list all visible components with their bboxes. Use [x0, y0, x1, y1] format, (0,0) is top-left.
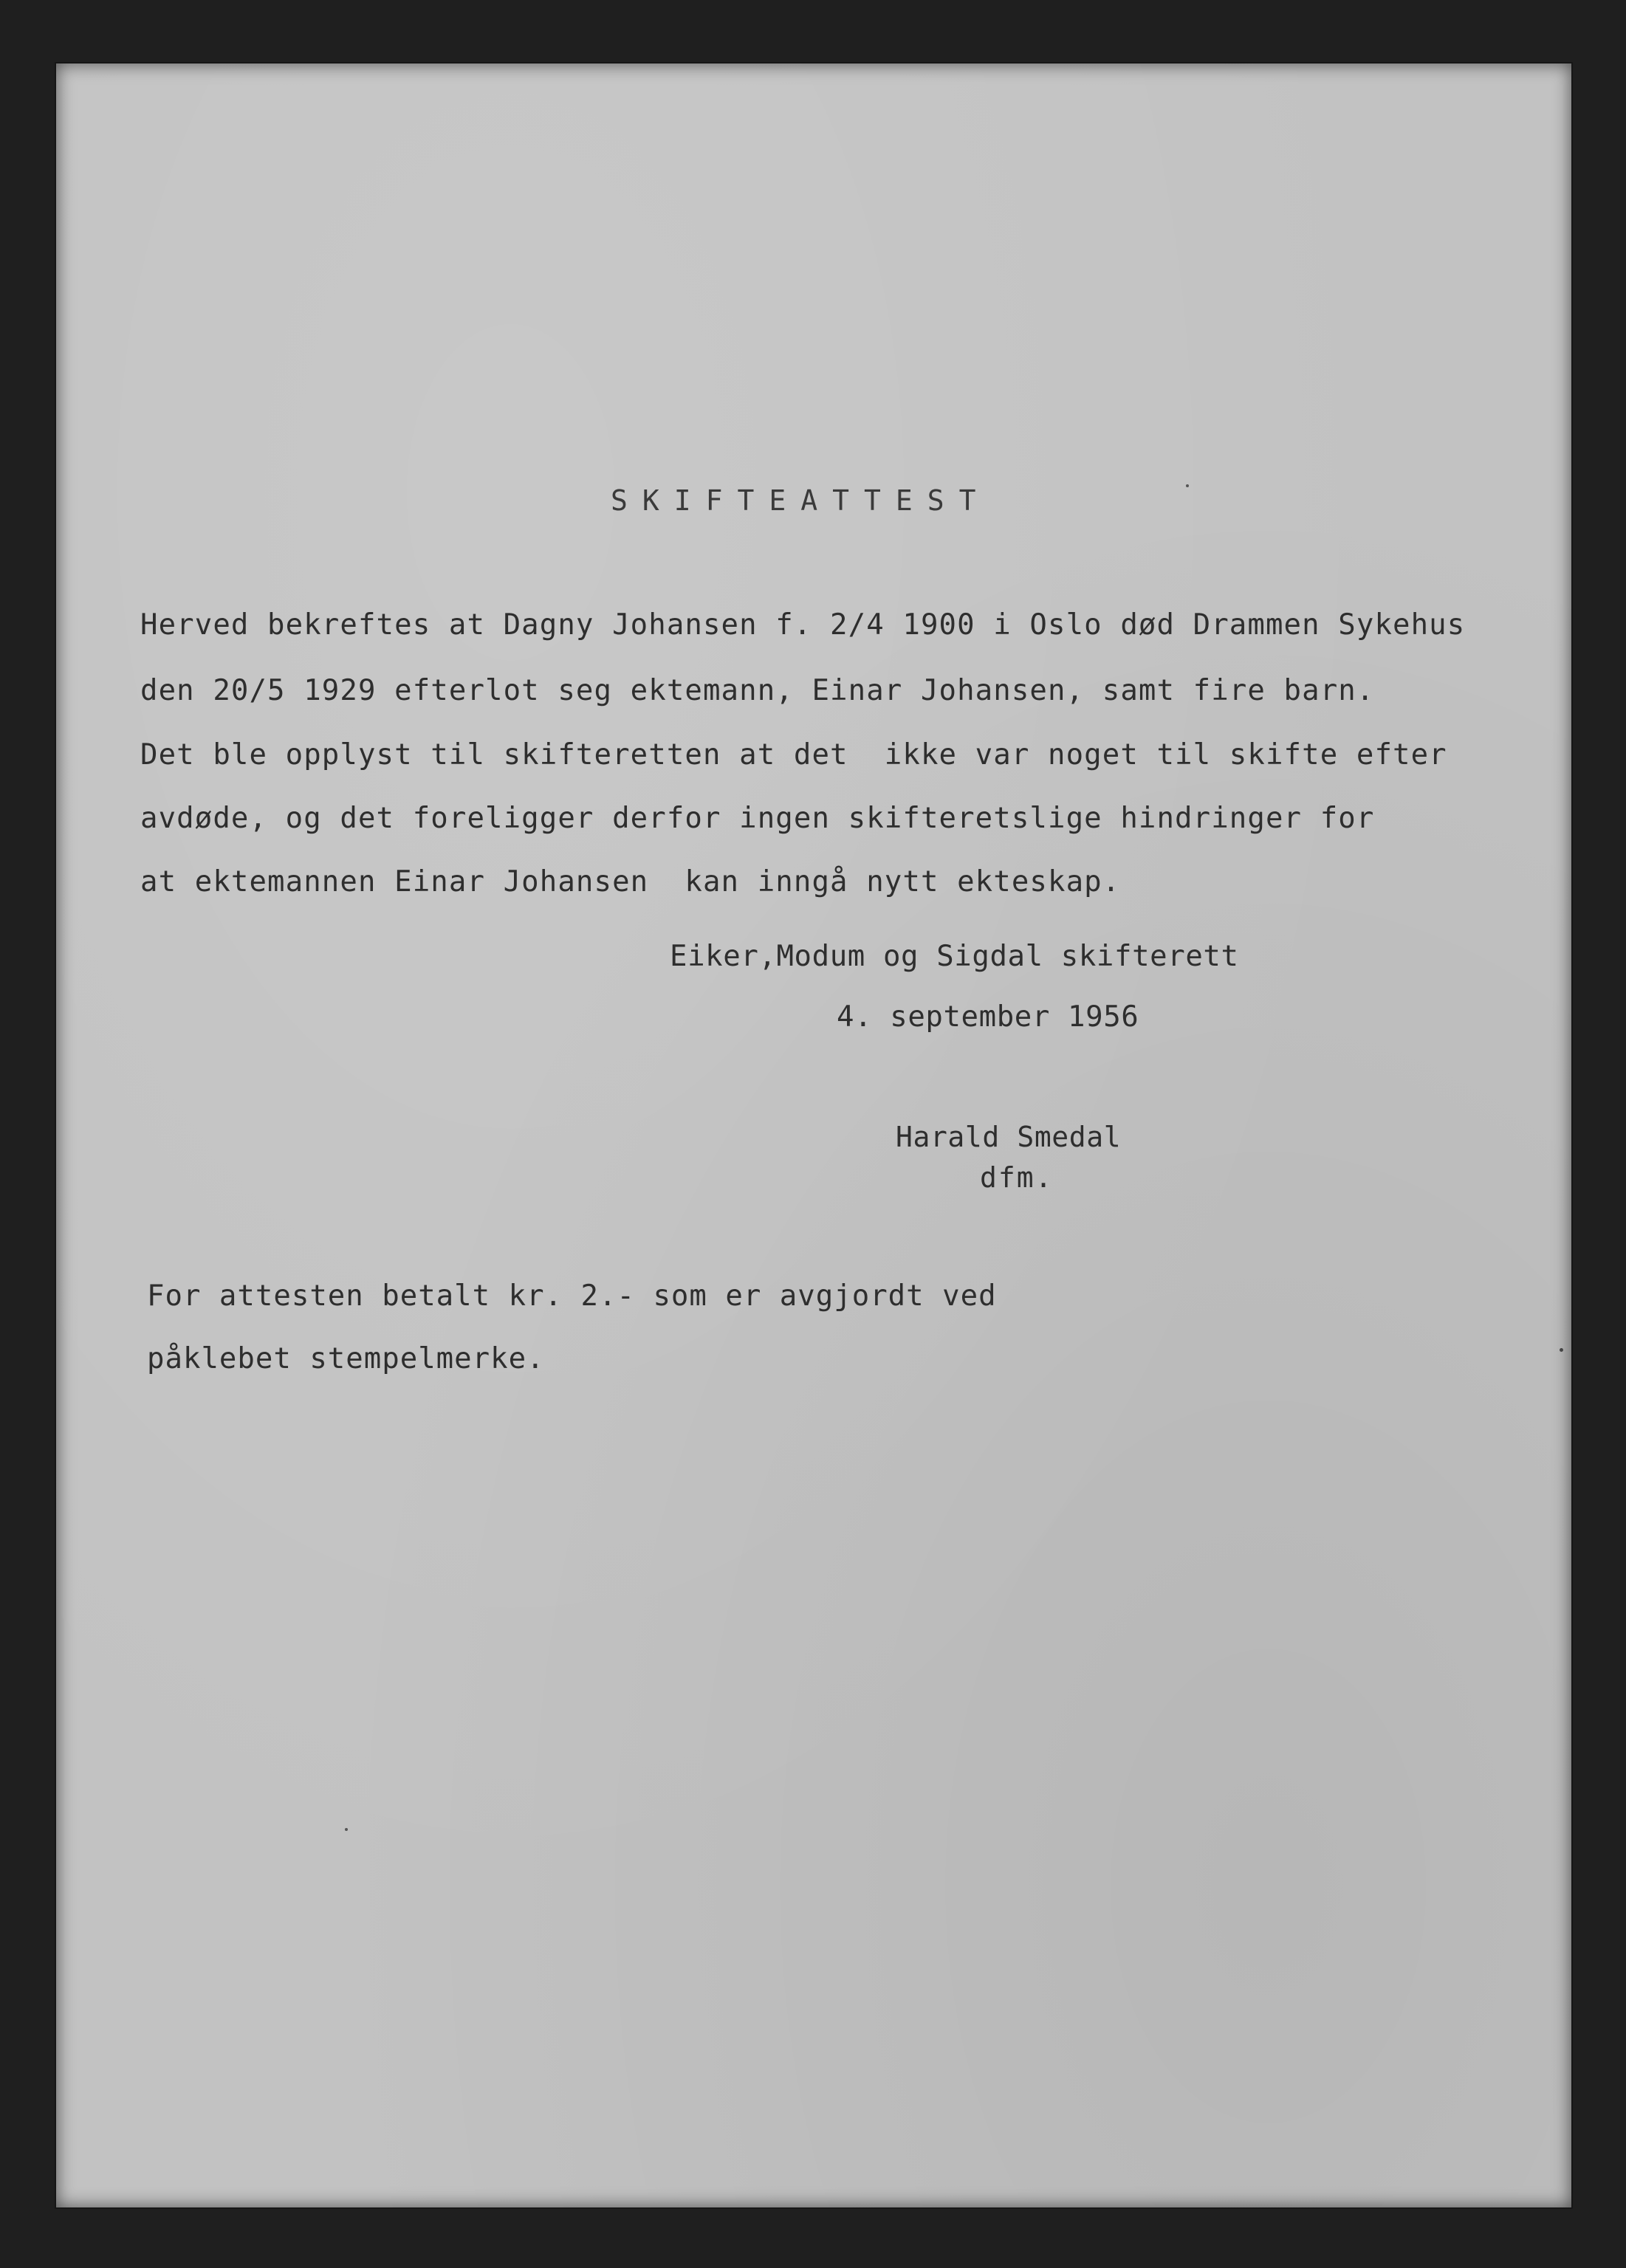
court-name: Eiker,Modum og Sigdal skifterett — [670, 940, 1239, 973]
body-line: avdøde, og det foreligger derfor ingen skifteretslige hindringer for — [140, 802, 1375, 835]
issue-date: 4. september 1956 — [837, 1000, 1139, 1034]
signatory-name: Harald Smedal — [896, 1121, 1122, 1153]
body-line: Herved bekreftes at Dagny Johansen f. 2/4 1900 i Oslo død Drammen Sykehus — [140, 608, 1466, 642]
body-line: Det ble opplyst til skifteretten at det ikke var noget til skifte efter — [140, 738, 1447, 772]
paper-speck — [345, 1828, 348, 1831]
document-heading: SKIFTEATTEST — [611, 484, 991, 517]
body-line: den 20/5 1929 efterlot seg ektemann, Einar Johansen, samt fire barn. — [140, 674, 1375, 707]
body-line: at ektemannen Einar Johansen kan inngå nytt ekteskap. — [140, 865, 1121, 898]
paper-speck — [1560, 1348, 1563, 1352]
fee-line: påklebet stempelmerke. — [147, 1342, 545, 1375]
document-page — [56, 63, 1571, 2207]
fee-line: For attesten betalt kr. 2.- som er avgjordt ved — [147, 1279, 997, 1313]
paper-speck — [1186, 484, 1189, 487]
signatory-title: dfm. — [980, 1161, 1054, 1194]
